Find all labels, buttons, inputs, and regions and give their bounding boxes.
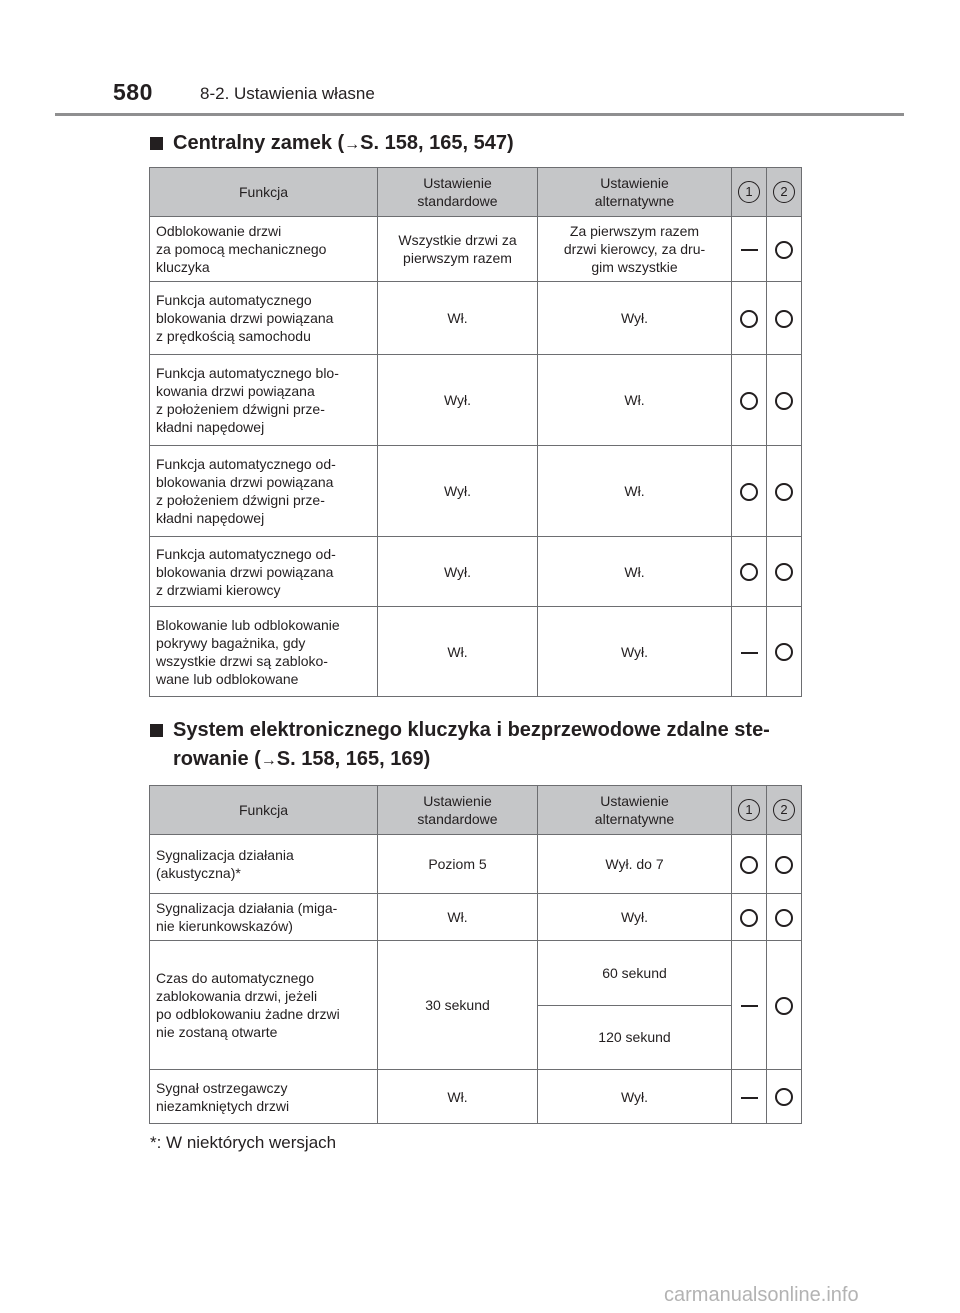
alternative-setting-cell-text: Wył. [620, 643, 649, 660]
circle-mark-icon [775, 483, 793, 501]
alternative-option: 120 sekund [538, 1005, 731, 1070]
alternative-setting-cell [538, 894, 732, 941]
circle-mark-icon [775, 909, 793, 927]
standard-setting-cell [378, 1070, 538, 1124]
method-2-cell [767, 217, 802, 282]
standard-setting-cell [378, 894, 538, 941]
heading-text: System elektronicznego kluczyka i bezprzewodowe zdalne ste- rowanie ( [173, 719, 770, 770]
circled-1-icon: 1 [738, 181, 760, 203]
standard-setting-cell-text: Wył. [443, 563, 472, 580]
alternative-setting-cell-text: Wł. [624, 392, 645, 408]
section-heading-central-lock [150, 129, 810, 159]
function-cell-text: Sygnał ostrzegawczy niezamkniętych drzwi [156, 1079, 290, 1114]
settings-table-smart-key [149, 785, 802, 1124]
standard-setting-cell-text: Wył. [443, 392, 472, 408]
circle-mark-icon [775, 563, 793, 581]
method-2-cell [767, 446, 802, 537]
method-1-cell [732, 537, 767, 607]
alternative-setting-cell-text: Za pierwszym razem drzwi kierowcy, za dru- gim wszystkie [563, 223, 706, 275]
function-cell-text: Sygnalizacja działania (akustyczna)* [156, 847, 294, 881]
circled-2-icon: 2 [773, 799, 795, 821]
standard-setting-cell-text: Wł. [447, 643, 468, 660]
function-cell-text: Funkcja automatycznego od- blokowania drzwi powiązana z położeniem dźwigni prze- kładni napędowej [156, 456, 336, 526]
dash-mark-icon [741, 249, 758, 251]
standard-setting-cell-text: 30 sekund [425, 997, 490, 1013]
header-alternative: Ustawienie alternatywne [538, 168, 732, 217]
alternative-setting-cell [538, 355, 732, 446]
alternative-setting-cell [538, 941, 732, 1070]
function-cell-text: Funkcja automatycznego blo- kowania drzwi powiązana z położeniem dźwigni prze- kładni napędowej [156, 365, 339, 435]
alternative-setting-cell [538, 446, 732, 537]
header-column-1 [732, 786, 767, 835]
heading-page-ref: S. 158, 165, 547) [360, 132, 514, 154]
function-cell [150, 537, 378, 607]
settings-table-central-lock [149, 167, 802, 697]
standard-setting-cell [378, 282, 538, 355]
standard-setting-cell-text: Wszystkie drzwi za pierwszym razem [398, 232, 517, 266]
function-cell [150, 1070, 378, 1124]
circle-mark-icon [740, 310, 758, 328]
table-row [150, 355, 802, 446]
standard-setting-cell [378, 537, 538, 607]
circled-1-icon: 1 [738, 799, 760, 821]
circle-mark-icon [740, 392, 758, 410]
standard-setting-cell-text: Wł. [447, 310, 468, 326]
circle-mark-icon [740, 563, 758, 581]
standard-setting-cell [378, 355, 538, 446]
standard-setting-cell [378, 217, 538, 282]
circle-mark-icon [775, 643, 793, 661]
circle-mark-icon [740, 483, 758, 501]
alternative-option: 60 sekund [602, 964, 667, 981]
header-function: Funkcja [150, 168, 378, 217]
circle-mark-icon [775, 1088, 793, 1106]
square-bullet-icon [150, 137, 163, 150]
function-cell [150, 894, 378, 941]
header-rule [55, 113, 904, 116]
arrow-icon: → [344, 136, 361, 153]
standard-setting-cell-text: Wł. [447, 1088, 468, 1105]
method-2-cell [767, 894, 802, 941]
function-cell-text: Blokowanie lub odblokowanie pokrywy bagażnika, gdy wszystkie drzwi są zabloko- wane lub odblokowane [156, 616, 340, 687]
table-row [150, 446, 802, 537]
standard-setting-cell [378, 607, 538, 697]
function-cell-text: Czas do automatycznego zablokowania drzwi, jeżeli po odblokowaniu żadne drzwi nie zostaną otwarte [156, 970, 340, 1040]
alternative-setting-cell-text: Wył. do 7 [605, 856, 664, 872]
method-2-cell [767, 835, 802, 894]
method-2-cell [767, 355, 802, 446]
header-standard: Ustawienie standardowe [378, 786, 538, 835]
page-header [0, 0, 960, 120]
table-row [150, 894, 802, 941]
alternative-setting-cell-text: Wył. [620, 909, 649, 925]
function-cell-text: Funkcja automatycznego blokowania drzwi powiązana z prędkością samochodu [156, 292, 334, 344]
table-row [150, 941, 802, 1070]
watermark: carmanualsonline.info [664, 1284, 859, 1306]
method-1-cell [732, 282, 767, 355]
function-cell-text: Funkcja automatycznego od- blokowania drzwi powiązana z drzwiami kierowcy [156, 545, 336, 598]
method-1-cell [732, 446, 767, 537]
circle-mark-icon [740, 909, 758, 927]
method-2-cell [767, 607, 802, 697]
alternative-setting-cell-text: Wł. [624, 483, 645, 499]
method-1-cell [732, 941, 767, 1070]
function-cell [150, 835, 378, 894]
alternative-setting-cell-text: Wł. [624, 563, 645, 580]
alternative-setting-cell [538, 217, 732, 282]
page-number: 580 [113, 79, 153, 105]
circle-mark-icon [775, 856, 793, 874]
method-2-cell [767, 1070, 802, 1124]
standard-setting-cell-text: Wył. [443, 483, 472, 499]
header-column-1 [732, 168, 767, 217]
table-row [150, 835, 802, 894]
alternative-setting-cell [538, 607, 732, 697]
standard-setting-cell-text: Wł. [447, 909, 468, 925]
header-alternative: Ustawienie alternatywne [538, 786, 732, 835]
method-1-cell [732, 355, 767, 446]
circle-mark-icon [775, 241, 793, 259]
function-cell [150, 607, 378, 697]
standard-setting-cell [378, 941, 538, 1070]
header-column-2 [767, 786, 802, 835]
standard-setting-cell-text: Poziom 5 [428, 856, 487, 872]
method-1-cell [732, 835, 767, 894]
table-row [150, 282, 802, 355]
dash-mark-icon [741, 1097, 758, 1099]
alternative-setting-cell-text: Wył. [620, 310, 649, 326]
table-row [150, 217, 802, 282]
circle-mark-icon [740, 856, 758, 874]
standard-setting-cell [378, 835, 538, 894]
section-heading-smart-key [150, 716, 810, 775]
alternative-setting-cell [538, 835, 732, 894]
circled-2-icon: 2 [773, 181, 795, 203]
alternative-setting-cell [538, 1070, 732, 1124]
method-2-cell [767, 941, 802, 1070]
function-cell [150, 446, 378, 537]
dash-mark-icon [741, 1005, 758, 1007]
method-1-cell [732, 1070, 767, 1124]
arrow-icon: → [260, 752, 277, 769]
alternative-setting-cell [538, 537, 732, 607]
standard-setting-cell [378, 446, 538, 537]
function-cell [150, 217, 378, 282]
function-cell-text: Sygnalizacja działania (miga- nie kierunkowskazów) [156, 900, 338, 934]
header-function: Funkcja [150, 786, 378, 835]
footnote: *: W niektórych wersjach [150, 1133, 337, 1152]
function-cell [150, 941, 378, 1070]
table-row [150, 1070, 802, 1124]
alternative-setting-cell-text: Wył. [620, 1088, 649, 1105]
heading-text: Centralny zamek ( [173, 132, 345, 154]
circle-mark-icon [775, 997, 793, 1015]
circle-mark-icon [775, 310, 793, 328]
dash-mark-icon [741, 652, 758, 654]
function-cell-text: Odblokowanie drzwi za pomocą mechanicznego kluczyka [156, 223, 327, 275]
alternative-setting-cell [538, 282, 732, 355]
heading-page-ref: S. 158, 165, 169) [276, 748, 431, 770]
method-2-cell [767, 282, 802, 355]
function-cell [150, 282, 378, 355]
method-1-cell [732, 894, 767, 941]
header-standard: Ustawienie standardowe [378, 168, 538, 217]
section-title: 8-2. Ustawienia własne [200, 84, 375, 103]
method-1-cell [732, 217, 767, 282]
square-bullet-icon [150, 724, 163, 737]
method-1-cell [732, 607, 767, 697]
table-row [150, 607, 802, 697]
table-row [150, 537, 802, 607]
header-column-2 [767, 168, 802, 217]
circle-mark-icon [775, 392, 793, 410]
function-cell [150, 355, 378, 446]
method-2-cell [767, 537, 802, 607]
